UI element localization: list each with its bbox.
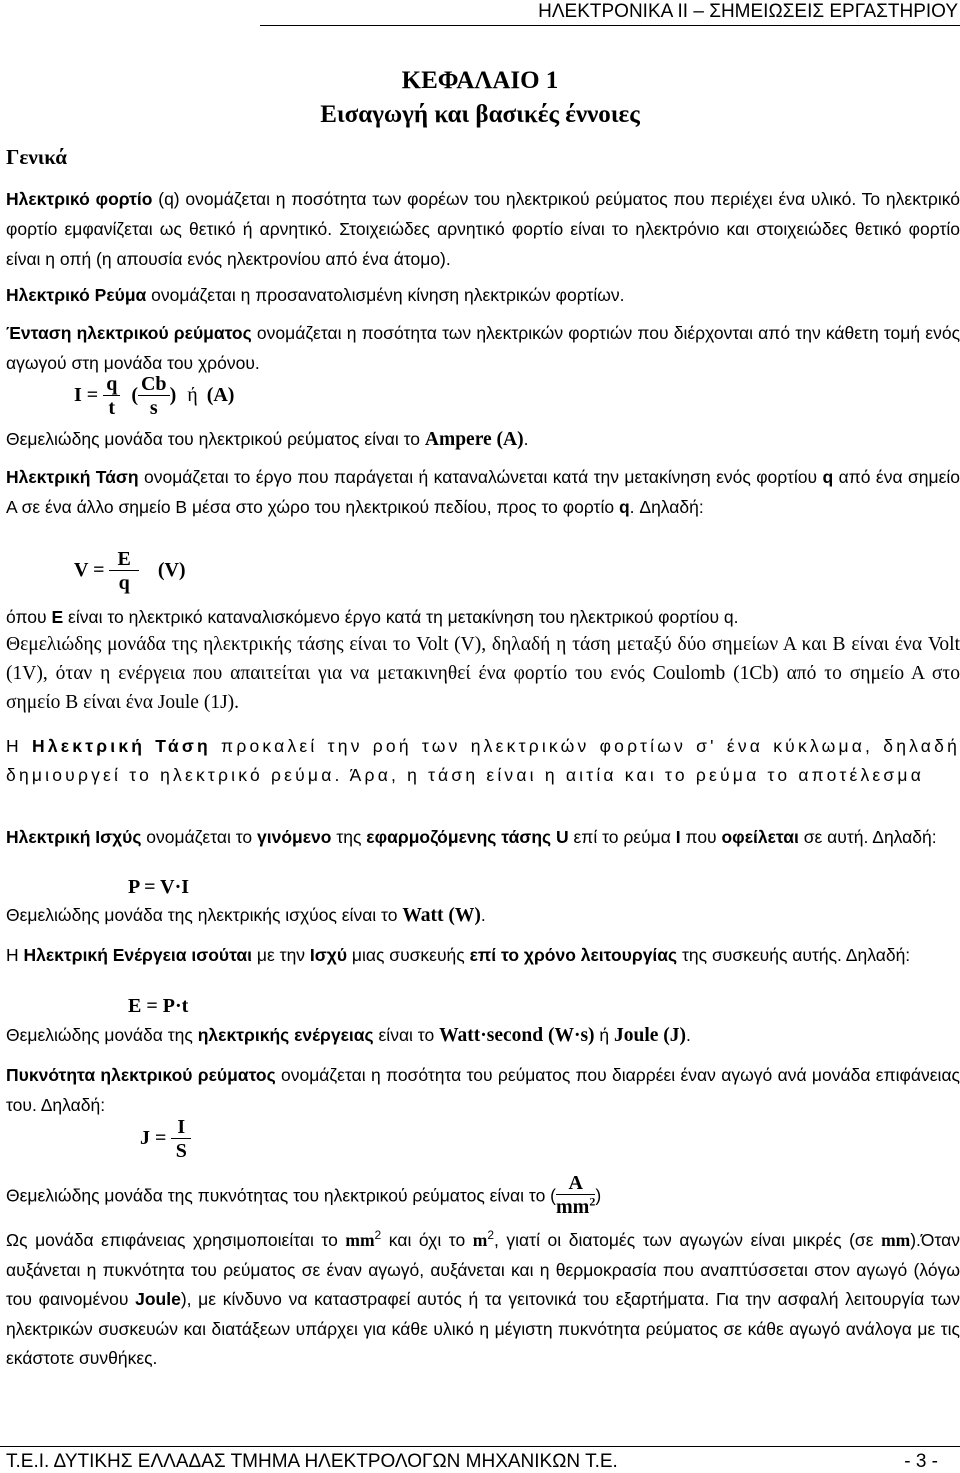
chapter-number: ΚΕΦΑΛΑΙΟ 1 bbox=[401, 67, 559, 94]
formula-current: I = $\frac{q}{t}$ ( $\frac{Cb}{s}$ ) ή (A) bbox=[74, 373, 235, 419]
paragraph-electric-current: Ηλεκτρικό Ρεύμα ονομάζεται η προσανατολισμένη κίνηση ηλεκτρικών φορτίων. bbox=[6, 285, 625, 305]
paragraph-area-unit: Ως μονάδα επιφάνειας χρησιμοποιείται το $mm^2$ και όχι το $m^2$, γιατί οι διατομές των αγωγών είναι μικρές (σε mm).Όταν αυξάνεται η πυκνότητα του ρεύματος σε έναν αγωγό, αυξάνεται και η θερμοκρασία που αναπτύσσεται στον αγωγό (λόγω του φαινομένου Joule), με κίνδυνο να καταστραφεί αυτός ή τα γειτονικά του εξαρτήματα. Για την ασφαλή λειτουργία των ηλεκτρικών συσκευών και διατάξεων υπάρχει για κάθε υλικό η μέγιστη πυκνότητα ρεύματος σε κάθε αγωγό ανάλογα με τις εκάστοτε συνθήκες. bbox=[6, 1228, 960, 1368]
section-title: Γενικά bbox=[6, 145, 68, 169]
chapter-title: Εισαγωγή και βασικές έννοιες bbox=[320, 101, 640, 128]
fraction-e-over-q: $\frac{E}{q}$ bbox=[109, 548, 138, 595]
paragraph-energy-unit: Θεμελιώδης μονάδα της ηλεκτρικής ενέργειας είναι το Watt·second (W·s) ή Joule (J). bbox=[6, 1025, 691, 1046]
paragraph-voltage: Ηλεκτρική Τάση ονομάζεται το έργο που παράγεται ή καταναλώνεται κατά την μετακίνηση ενός φορτίου q από ένα σημείο Α σε ένα άλλο σημείο Β μέσα στο χώρο του ηλεκτρικού πεδίου, προς το φορτίο q. Δηλαδή: bbox=[6, 467, 960, 517]
page-footer bbox=[0, 1446, 960, 1472]
paragraph-current-intensity: Ένταση ηλεκτρικού ρεύματος ονομάζεται η ποσότητα των ηλεκτρικών φορτιών που διέρχονται από την κάθετη τομή ενός αγωγού στη μονάδα του χρόνου. bbox=[6, 323, 960, 373]
term-current-intensity: Ένταση ηλεκτρικού ρεύματος bbox=[6, 323, 252, 343]
paragraph-voltage-cause: Η Ηλεκτρική Τάση προκαλεί την ροή των ηλεκτρικών φορτίων σ' ένα κύκλωμα, δηλαδή δημιουργεί το ηλεκτρικό ρεύμα. Άρα, η τάση είναι η αιτία και το ρεύμα το αποτέλεσμα bbox=[6, 736, 960, 785]
paragraph-energy: Η Ηλεκτρική Ενέργεια ισούται με την Ισχύ μιας συσκευής επί το χρόνο λειτουργίας της συσκευής αυτής. Δηλαδή: bbox=[6, 945, 911, 965]
fraction-q-over-t: $\frac{q}{t}$ bbox=[103, 373, 120, 420]
term-energy: Ηλεκτρική Ενέργεια ισούται bbox=[23, 945, 253, 965]
fraction-a-over-mm2: $\frac{A}{mm^2}$ bbox=[556, 1172, 596, 1218]
paragraph-current-density: Πυκνότητα ηλεκτρικού ρεύματος ονομάζεται η ποσότητα του ρεύματος που διαρρέει έναν αγωγό ανά μονάδα επιφάνειας του. Δηλαδή: bbox=[6, 1065, 960, 1115]
fraction-cb-over-s: $\frac{Cb}{s}$ bbox=[138, 373, 170, 420]
formula-power: P = V·I bbox=[128, 876, 190, 898]
paragraph-voltage-definition: όπου E είναι το ηλεκτρικό καταναλισκόμενο έργο κατά τη μετακίνηση του ηλεκτρικού φορτίου q. bbox=[6, 607, 739, 627]
paragraph-power: Ηλεκτρική Ισχύς ονομάζεται το γινόμενο της εφαρμοζόμενης τάσης U επί το ρεύμα I που οφείλεται σε αυτή. Δηλαδή: bbox=[6, 827, 937, 847]
paragraph-density-unit: Θεμελιώδης μονάδα της πυκνότητας του ηλεκτρικού ρεύματος είναι το ( $\frac{A}{mm^2}$ ) bbox=[6, 1172, 602, 1218]
paragraph-current-unit: Θεμελιώδης μονάδα του ηλεκτρικού ρεύματος είναι το Ampere (A). bbox=[6, 429, 529, 450]
fraction-i-over-s: $\frac{I}{S}$ bbox=[171, 1116, 191, 1163]
formula-density: J = $\frac{I}{S}$ bbox=[140, 1116, 191, 1163]
page-header: ΗΛΕΚΤΡΟΝΙΚΑ ΙΙ – ΣΗΜΕΙΩΣΕΙΣ ΕΡΓΑΣΤΗΡΙΟΥ bbox=[260, 0, 960, 26]
page-number: - 3 - bbox=[904, 1451, 938, 1472]
term-electric-charge: Ηλεκτρικό φορτίο bbox=[6, 189, 153, 209]
term-current-density: Πυκνότητα ηλεκτρικού ρεύματος bbox=[6, 1065, 276, 1085]
footer-institution: Τ.Ε.Ι. ΔΥΤΙΚΗΣ ΕΛΛΑΔΑΣ ΤΜΗΜΑ ΗΛΕΚΤΡΟΛΟΓΩΝ ΜΗΧΑΝΙΚΩΝ Τ.Ε. bbox=[6, 1451, 618, 1472]
paragraph-volt-unit: Θεμελιώδης μονάδα της ηλεκτρικής τάσης είναι το Volt (V), δηλαδή η τάση μεταξύ δύο σημείων Α και Β είναι ένα Volt (1V), όταν η ενέργεια που απαιτείται για να μετακινηθεί ένα φορτίο του ενός Coulomb (1Cb) από το σημείο Α στο σημείο Β είναι ένα Joule (1J). bbox=[6, 634, 960, 713]
term-electric-current: Ηλεκτρικό Ρεύμα bbox=[6, 285, 147, 305]
formula-energy: E = P·t bbox=[128, 995, 189, 1017]
paragraph-electric-charge: Ηλεκτρικό φορτίο (q) ονομάζεται η ποσότητα των φορέων του ηλεκτρικού ρεύματος που περιέχει ένα υλικό. Το ηλεκτρικό φορτίο εμφανίζεται ως θετικό ή αρνητικό. Στοιχειώδες αρνητικό φορτίο είναι το ηλεκτρόνιο και στοιχειώδες θετικό φορτίο είναι η οπή (η απουσία ενός ηλεκτρονίου από ένα άτομο). bbox=[6, 189, 960, 269]
term-voltage: Ηλεκτρική Τάση bbox=[6, 467, 139, 487]
term-power: Ηλεκτρική Ισχύς bbox=[6, 827, 142, 847]
paragraph-power-unit: Θεμελιώδης μονάδα της ηλεκτρικής ισχύος είναι το Watt (W). bbox=[6, 905, 486, 926]
formula-voltage: V = $\frac{E}{q}$ (V) bbox=[74, 548, 186, 594]
chapter-heading bbox=[300, 64, 660, 132]
